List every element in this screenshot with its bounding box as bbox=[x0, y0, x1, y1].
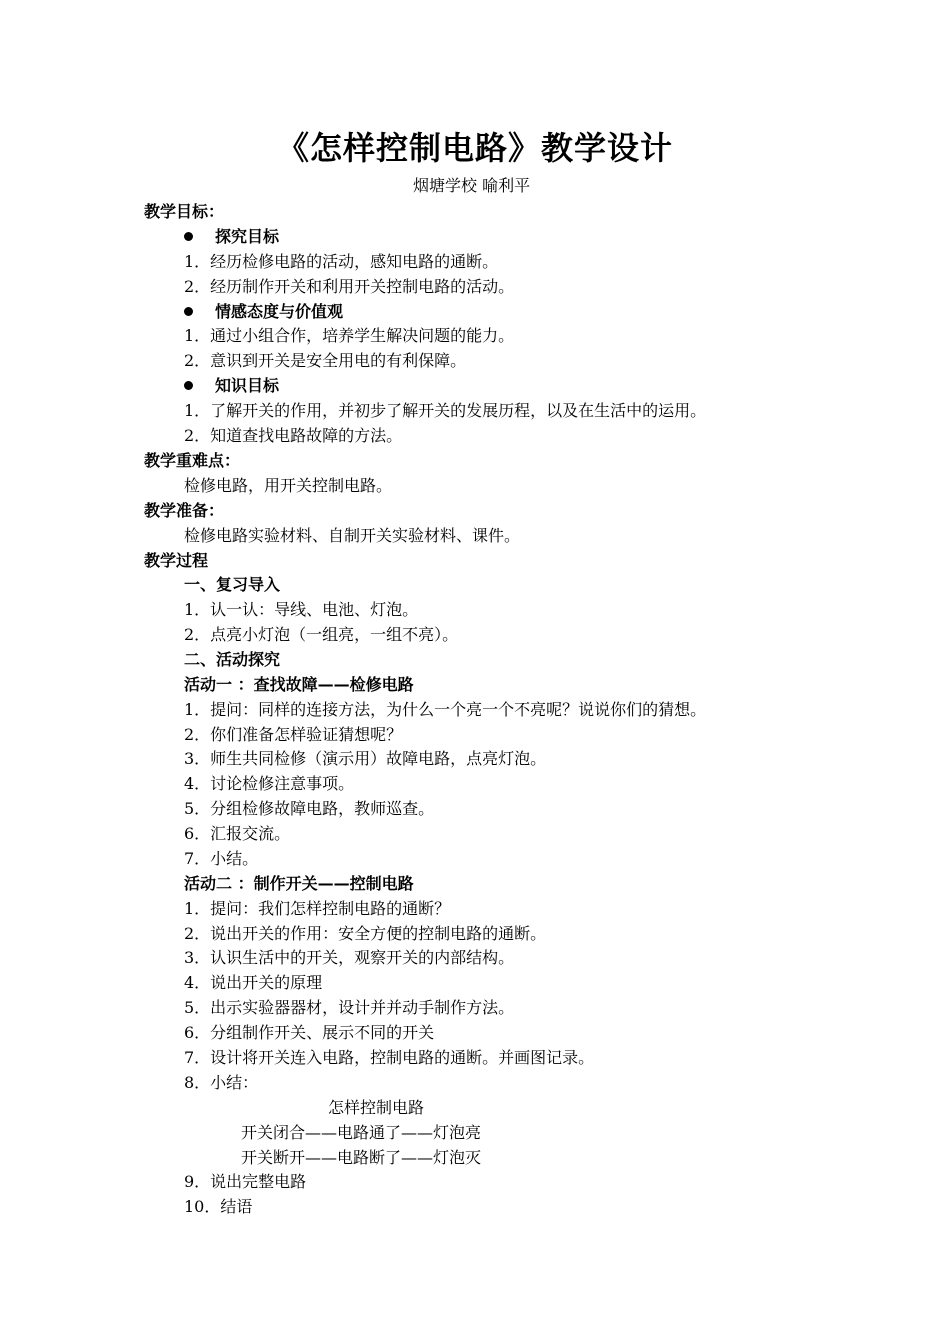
list-item: 2．说出开关的作用：安全方便的控制电路的通断。 bbox=[184, 924, 547, 943]
attitude-goal-heading bbox=[184, 302, 343, 322]
bullet-icon bbox=[184, 381, 193, 390]
key-points-text: 检修电路，用开关控制电路。 bbox=[184, 476, 393, 495]
list-item: 5．分组检修故障电路，教师巡查。 bbox=[184, 799, 435, 818]
review-heading: 一、复习导入 bbox=[184, 575, 281, 594]
activities-heading: 二、活动探究 bbox=[184, 650, 281, 669]
list-item: 1．提问：我们怎样控制电路的通断？ bbox=[184, 899, 451, 918]
list-item: 9．说出完整电路 bbox=[184, 1172, 307, 1191]
list-item: 1．经历检修电路的活动，感知电路的通断。 bbox=[184, 252, 499, 271]
knowledge-goal-heading bbox=[184, 376, 279, 396]
list-item: 2．经历制作开关和利用开关控制电路的活动。 bbox=[184, 277, 515, 296]
list-item: 1．认一认：导线、电池、灯泡。 bbox=[184, 600, 419, 619]
list-item: 2．你们准备怎样验证猜想呢？ bbox=[184, 725, 403, 744]
summary-open-line: 开关断开——电路断了——灯泡灭 bbox=[241, 1148, 482, 1167]
summary-title: 怎样控制电路 bbox=[328, 1098, 425, 1117]
document-title: 《怎样控制电路》教学设计 bbox=[276, 129, 673, 167]
list-item: 5．出示实验器器材，设计并并动手制作方法。 bbox=[184, 998, 515, 1017]
attitude-goal-label: 情感态度与价值观 bbox=[215, 302, 344, 321]
preparation-text: 检修电路实验材料、自制开关实验材料、课件。 bbox=[184, 526, 521, 545]
list-item: 4．讨论检修注意事项。 bbox=[184, 774, 355, 793]
list-item: 8．小结： bbox=[184, 1073, 259, 1092]
key-points-heading: 教学重难点： bbox=[144, 451, 241, 470]
activity2-heading: 活动二 ：制作开关——控制电路 bbox=[184, 874, 414, 893]
list-item: 7．设计将开关连入电路，控制电路的通断。并画图记录。 bbox=[184, 1048, 595, 1067]
bullet-icon bbox=[184, 307, 193, 316]
preparation-heading: 教学准备： bbox=[144, 501, 225, 520]
list-item: 6．分组制作开关、展示不同的开关 bbox=[184, 1023, 435, 1042]
process-heading: 教学过程 bbox=[144, 551, 209, 570]
list-item: 1．通过小组合作，培养学生解决问题的能力。 bbox=[184, 326, 515, 345]
inquiry-goal-heading bbox=[184, 227, 279, 247]
activity1-heading: 活动一 ：查找故障——检修电路 bbox=[184, 675, 414, 694]
author-line: 烟塘学校 喻利平 bbox=[413, 176, 531, 195]
summary-closed-line: 开关闭合——电路通了——灯泡亮 bbox=[241, 1123, 482, 1142]
list-item: 10．结语 bbox=[184, 1197, 253, 1216]
list-item: 1．提问：同样的连接方法，为什么一个亮一个不亮呢？说说你们的猜想。 bbox=[184, 700, 707, 719]
list-item: 7．小结。 bbox=[184, 849, 259, 868]
list-item: 4．说出开关的原理 bbox=[184, 973, 323, 992]
list-item: 3．认识生活中的开关，观察开关的内部结构。 bbox=[184, 948, 515, 967]
list-item: 3．师生共同检修（演示用）故障电路，点亮灯泡。 bbox=[184, 749, 547, 768]
list-item: 1．了解开关的作用，并初步了解开关的发展历程，以及在生活中的运用。 bbox=[184, 401, 707, 420]
list-item: 2．知道查找电路故障的方法。 bbox=[184, 426, 403, 445]
list-item: 2．点亮小灯泡（一组亮，一组不亮）。 bbox=[184, 625, 459, 644]
inquiry-goal-label: 探究目标 bbox=[215, 227, 280, 246]
list-item: 2．意识到开关是安全用电的有利保障。 bbox=[184, 351, 467, 370]
list-item: 6．汇报交流。 bbox=[184, 824, 291, 843]
knowledge-goal-label: 知识目标 bbox=[215, 376, 280, 395]
bullet-icon bbox=[184, 232, 193, 241]
objectives-heading: 教学目标： bbox=[144, 202, 225, 221]
